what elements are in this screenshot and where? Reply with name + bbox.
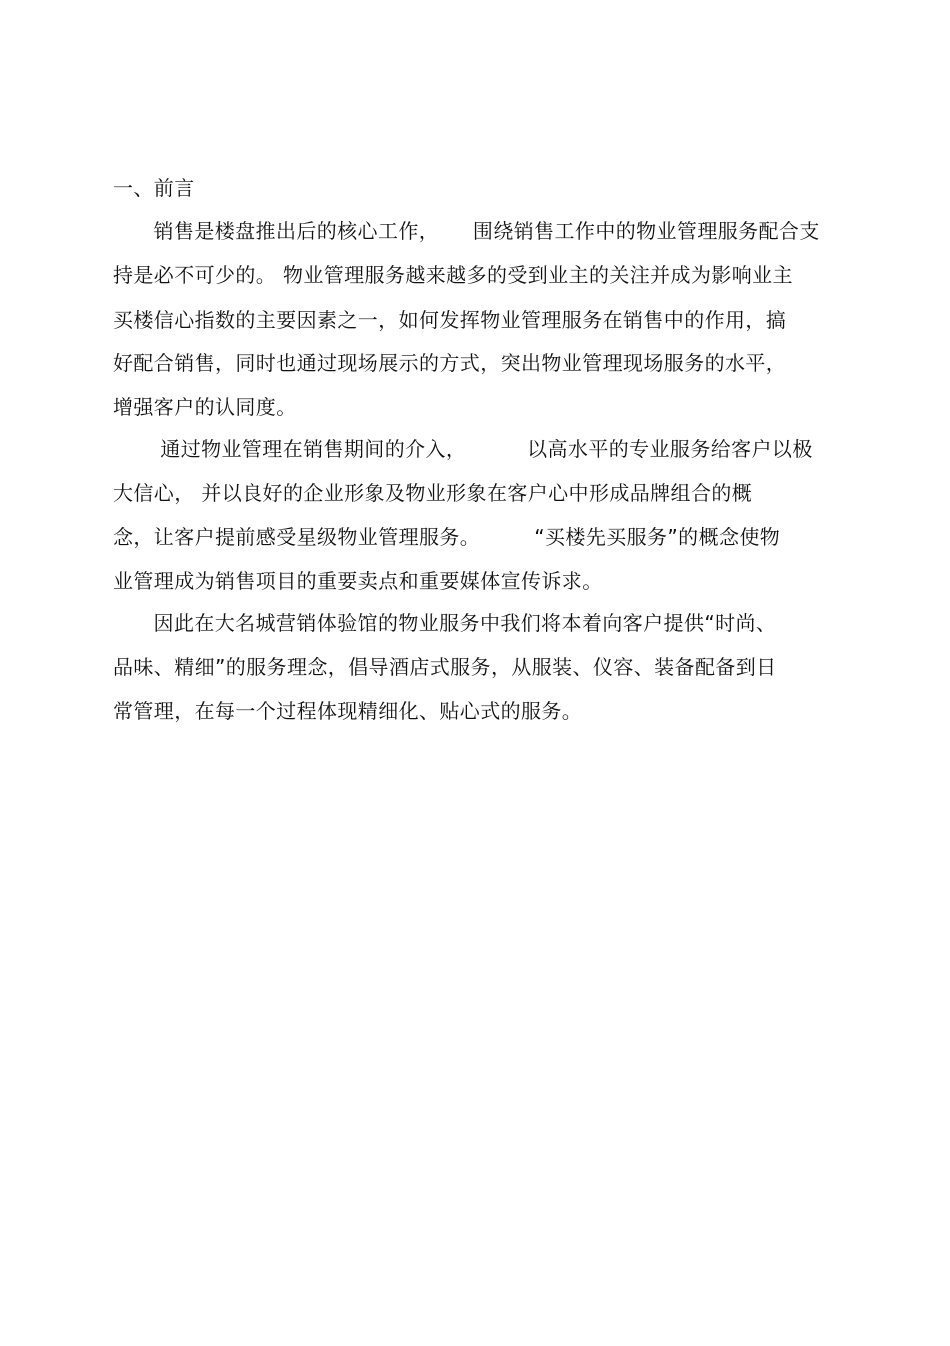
paragraph-line: 增强客户的认同度。 xyxy=(113,395,297,419)
paragraph-line: 大信心， 并以良好的企业形象及物业形象在客户心中形成品牌组合的概 xyxy=(113,481,753,505)
paragraph-line: 常管理，在每一个过程体现精细化、贴心式的服务。 xyxy=(113,699,583,723)
paragraph-line: 因此在大名城营销体验馆的物业服务中我们将本着向客户提供“时尚、 xyxy=(113,611,777,635)
paragraph-line: 买楼信心指数的主要因素之一，如何发挥物业管理服务在销售中的作用，搞 xyxy=(113,308,787,332)
paragraph-line: 通过物业管理在销售期间的介入， 以高水平的专业服务给客户以极 xyxy=(113,437,813,461)
paragraph-line: 业管理成为销售项目的重要卖点和重要媒体宣传诉求。 xyxy=(113,569,603,593)
paragraph-line: 持是必不可少的。 物业管理服务越来越多的受到业主的关注并成为影响业主 xyxy=(113,263,793,287)
paragraph-line: 销售是楼盘推出后的核心工作， 围绕销售工作中的物业管理服务配合支 xyxy=(113,219,820,243)
paragraph-line: 品味、精细”的服务理念，倡导酒店式服务，从服装、仪容、装备配备到日 xyxy=(113,655,777,679)
section-heading: 一、前言 xyxy=(113,176,195,200)
paragraph-line: 念，让客户提前感受星级物业管理服务。 “买楼先买服务”的概念使物 xyxy=(113,525,781,549)
paragraph-line: 好配合销售，同时也通过现场展示的方式，突出物业管理现场服务的水平， xyxy=(113,351,787,375)
